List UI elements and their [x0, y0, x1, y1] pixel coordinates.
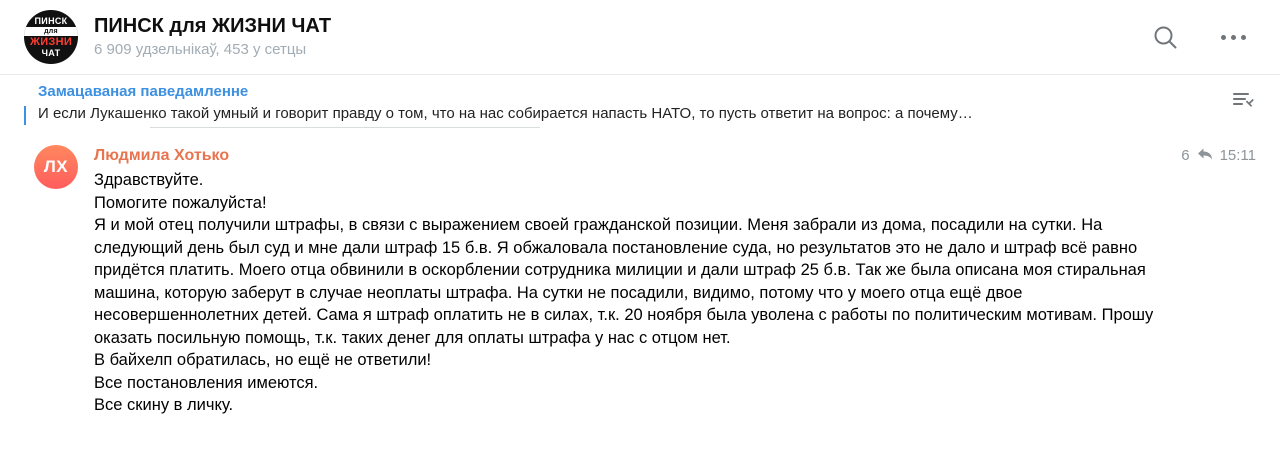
message-time: 15:11	[1219, 147, 1256, 164]
pinned-text-underline	[150, 127, 540, 128]
chat-avatar-line-3: ЖИЗНИ	[29, 35, 73, 48]
message-item	[0, 131, 1280, 417]
pinned-messages-list-icon[interactable]	[1232, 89, 1256, 118]
chat-avatar-line-4: ЧАТ	[41, 47, 61, 58]
reply-arrow-icon[interactable]	[1197, 147, 1213, 164]
message-meta	[1181, 147, 1256, 164]
avatar[interactable]: ЛХ	[34, 145, 78, 189]
message-paragraph: Помогите пожалуйста!	[94, 193, 267, 212]
message-paragraph: В байхелп обратилась, но ещё не ответили!	[94, 351, 432, 369]
reply-count: 6	[1181, 147, 1190, 164]
more-options-icon[interactable]	[1216, 20, 1250, 54]
chat-avatar-line-2: для	[24, 27, 78, 36]
search-icon[interactable]	[1148, 20, 1182, 54]
chat-member-count: 6 909 удзельнікаў, 453 у сетцы	[94, 41, 307, 58]
pinned-accent-bar	[24, 106, 26, 125]
chat-header-actions	[1148, 20, 1250, 54]
pinned-message-label: Замацаваная паведамленне	[38, 83, 249, 100]
more-options-dots	[1221, 35, 1246, 40]
pinned-message-bar[interactable]	[0, 75, 1280, 131]
message-paragraph: Все скину в личку.	[94, 396, 234, 414]
chat-avatar-line-1: ПИНСК	[34, 15, 68, 26]
chat-header	[0, 0, 1280, 75]
message-header	[94, 145, 1256, 167]
chat-title: ПИНСК для ЖИЗНИ ЧАТ	[94, 15, 332, 37]
chat-header-texts[interactable]	[94, 14, 1148, 60]
pinned-message-content	[24, 82, 1256, 125]
pinned-message-row	[24, 104, 1256, 125]
message-paragraph: Все постановления имеются.	[94, 373, 319, 392]
message-body	[94, 145, 1256, 417]
pinned-message-text: И если Лукашенко такой умный и говорит правду о том, что на нас собирается напасть НАТО, то пусть ответит на вопрос: а почему…	[38, 105, 973, 122]
chat-avatar[interactable]	[24, 10, 78, 64]
message-paragraph: Здравствуйте.	[94, 171, 204, 189]
message-text	[94, 169, 1169, 417]
message-paragraph: Я и мой отец получили штрафы, в связи с выражением своей гражданской позиции. Меня забрали из дома, посадили на сутки. На следующий день был суд и мне дали штраф 15 б.в. Я обжаловала постановление суда, но результатов это не дало и штраф всё равно придётся платить. Моего отца обвинили в оскорблении сотрудника милиции и дали штраф 25 б.в. Так же была описана моя стиральная машина, которую заберут в случае неоплаты штрафа. На сутки не посадили, видимо, потому что у моего отца ещё двое несовершеннолетних детей. Сама я штраф оплатить не в силах, т.к. 20 ноября была уволена с работы по политическим мотивам. Прошу оказать посильную помощь, т.к. таких денег для оплаты штрафа у нас с отцом нет.	[94, 216, 1154, 347]
message-author[interactable]: Людмила Хотько	[94, 147, 230, 164]
